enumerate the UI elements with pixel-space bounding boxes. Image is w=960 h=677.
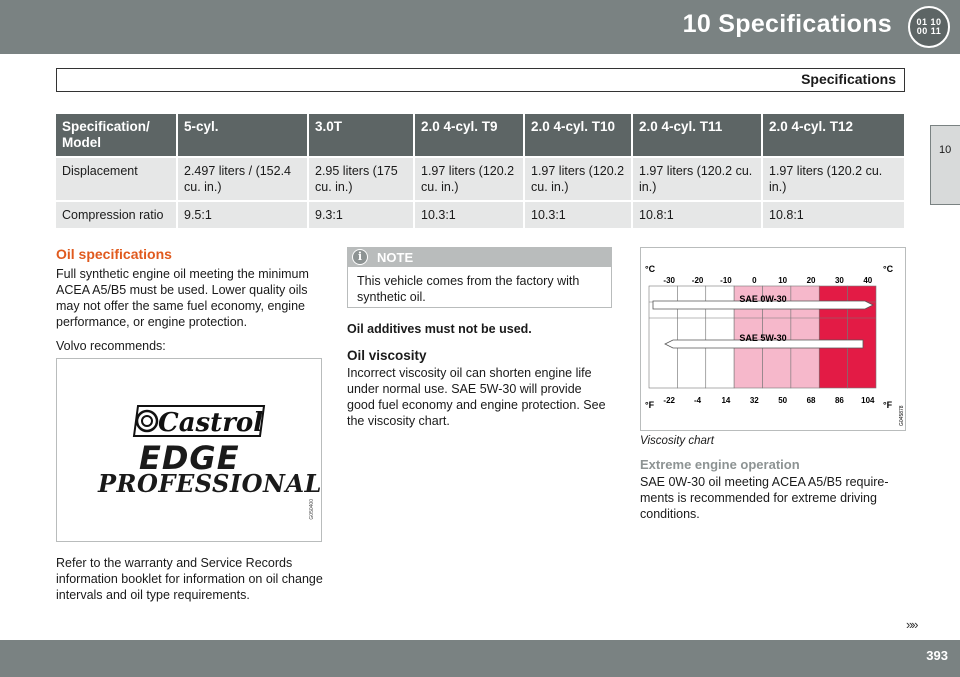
oil-viscosity-heading: Oil viscosity [347,348,427,363]
oil-viscosity-paragraph: Incorrect viscosity oil can shorten engine life under normal use. SAE 5W-30 will provide good fuel economy and engine protection. See the viscosity chart. [347,366,606,428]
extreme-operation-paragraph: SAE 0W-30 oil meeting ACEA A5/B5 require-ments is recommended for extreme driving conditions. [640,475,889,521]
table-header-row [56,114,905,157]
castrol-logo-image [56,358,322,542]
oil-specifications-section [56,246,322,354]
top-header-bar [0,0,960,54]
table-header-cell: 2.0 4-cyl. T11 [632,114,762,157]
chapter-badge-top: 01 10 [916,17,942,27]
volvo-recommends-text: Volvo recommends: [56,339,166,353]
table-cell: 1.97 liters (120.2 cu. in.) [414,157,524,201]
logo-edge-text: EDGE [139,439,240,477]
table-header-cell: Specification/ Model [56,114,177,157]
celsius-tick-label: 40 [863,276,873,285]
extreme-operation-section [640,457,906,522]
table-row [56,157,905,201]
section-title-box [56,68,905,92]
info-icon: i [352,249,368,265]
note-box [347,247,612,308]
chapter-badge-bottom: 00 11 [916,26,942,36]
section-title: Specifications [801,71,896,87]
table-cell: 1.97 liters (120.2 cu. in.) [524,157,632,201]
table-header-cell: 2.0 4-cyl. T10 [524,114,632,157]
bottom-footer-bar [0,640,960,677]
table-cell: 9.5:1 [177,201,308,228]
celsius-tick-label: -20 [691,276,704,285]
fahrenheit-tick-label: 14 [721,396,731,405]
table-cell: 10.8:1 [632,201,762,228]
note-title: NOTE [377,250,414,265]
fahrenheit-tick-label: -22 [663,396,675,405]
fahrenheit-tick-label: 50 [778,396,788,405]
note-text: This vehicle comes from the factory with synthetic oil. [357,274,580,304]
fahrenheit-tick-label: 86 [834,396,844,405]
celsius-tick-label: 0 [752,276,757,285]
note-header [348,248,611,267]
table-cell: 2.95 liters (175 cu. in.) [308,157,414,201]
table-cell: 10.3:1 [524,201,632,228]
viscosity-chart [640,247,906,431]
table-cell: 1.97 liters (120.2 cu. in.) [762,157,905,201]
table-cell: 1.97 liters (120.2 cu. in.) [632,157,762,201]
specification-table [56,114,906,228]
table-cell: Displacement [56,157,177,201]
chapter-title: 10 Specifications [682,10,892,38]
table-header-cell: 5-cyl. [177,114,308,157]
viscosity-band-label: SAE 5W-30 [739,333,787,343]
chapter-badge-icon [908,6,950,48]
fahrenheit-tick-label: 32 [749,396,759,405]
fahrenheit-unit-right: °F [883,400,893,410]
viscosity-band-label: SAE 0W-30 [739,294,787,304]
extreme-operation-heading: Extreme engine operation [640,457,800,472]
table-cell: 2.497 liters / (152.4 cu. in.) [177,157,308,201]
table-header-cell: 2.0 4-cyl. T12 [762,114,905,157]
oil-additives-warning: Oil additives must not be used. [347,322,532,336]
fahrenheit-tick-label: -4 [694,396,702,405]
logo-professional-text: PROFESSIONAL [98,469,322,498]
logo-image-code: G050400 [309,499,315,520]
chart-image-code: G045878 [899,405,905,426]
fahrenheit-tick-label: 104 [861,396,875,405]
table-header-cell: 2.0 4-cyl. T9 [414,114,524,157]
table-cell: 10.3:1 [414,201,524,228]
table-header-cell: 3.0T [308,114,414,157]
next-page-arrows-icon[interactable]: »» [906,617,917,632]
fahrenheit-tick-label: 68 [806,396,816,405]
oil-specifications-paragraph: Full synthetic engine oil meeting the minimum ACEA A5/B5 must be used. Lower quality oils may not offer the same fuel economy, engine performance, or engine protection. [56,267,309,329]
fahrenheit-unit-left: °F [645,400,655,410]
oil-specifications-heading: Oil specifications [56,246,172,262]
chapter-side-tab[interactable] [930,125,960,205]
celsius-tick-label: 20 [806,276,816,285]
celsius-tick-label: -30 [663,276,675,285]
celsius-tick-label: -10 [720,276,732,285]
warranty-paragraph: Refer to the warranty and Service Records information booklet for information on oil change intervals and oil type requirements. [56,556,323,602]
page-number: 393 [926,648,948,663]
table-cell: 10.8:1 [762,201,905,228]
table-cell: 9.3:1 [308,201,414,228]
celsius-tick-label: 30 [834,276,844,285]
table-row [56,201,905,228]
celsius-tick-label: 10 [778,276,788,285]
celsius-unit-left: °C [645,264,656,274]
celsius-unit-right: °C [883,264,894,274]
oil-viscosity-section [347,348,612,429]
viscosity-chart-caption: Viscosity chart [640,435,714,447]
side-tab-number: 10 [939,144,952,156]
logo-castrol-text: Castrol [158,408,264,438]
table-cell: Compression ratio [56,201,177,228]
viscosity-chart-svg [641,248,905,430]
castrol-logo-icon [132,403,267,439]
